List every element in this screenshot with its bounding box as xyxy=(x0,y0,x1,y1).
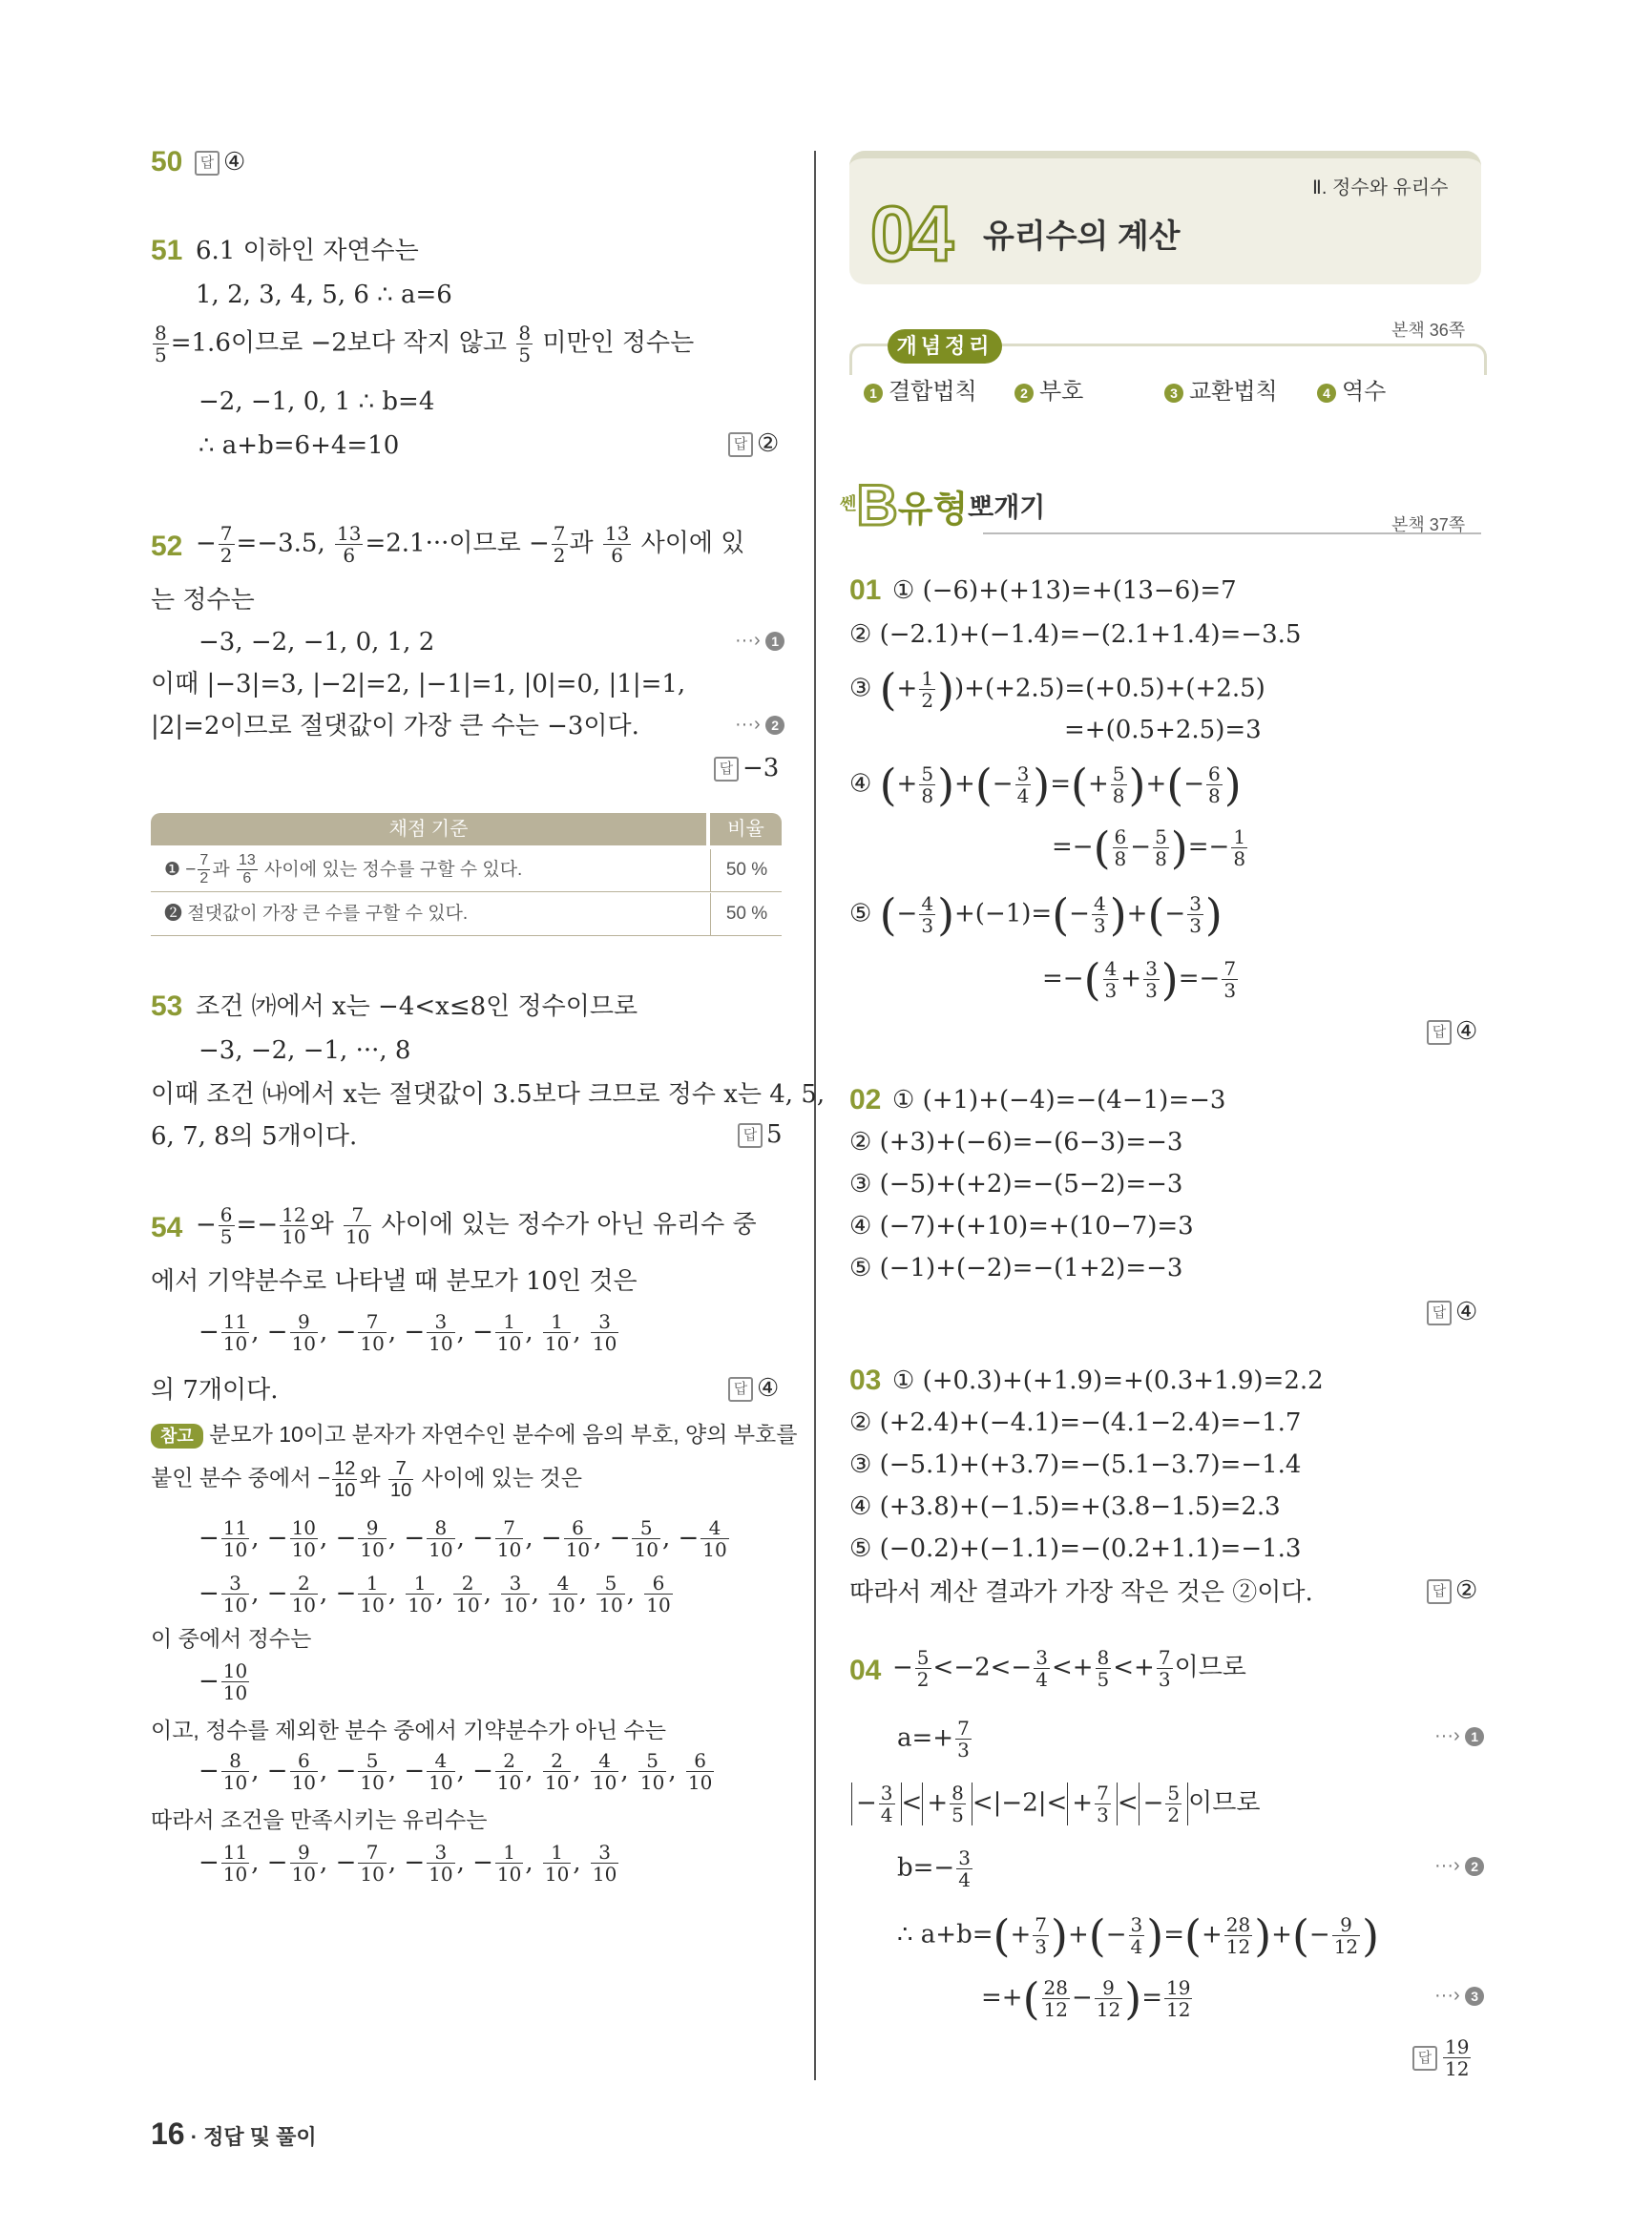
fraction: $\frac{7}{2}$ xyxy=(199,852,209,887)
answer-mark: 답 $\frac{19}{12}$ xyxy=(1412,2036,1473,2079)
fraction: $\frac{5}{2}$ xyxy=(916,1646,930,1691)
concept-item: 4 역수 xyxy=(1317,372,1386,406)
answer-value: ④ xyxy=(1455,1298,1478,1326)
text: 와 xyxy=(359,1465,381,1491)
fraction-item: $\frac{1}{10}$ , xyxy=(544,1841,589,1886)
question-number: 04 xyxy=(849,1655,882,1686)
step-marker: ···› 1 xyxy=(735,630,784,652)
fraction-item: $\frac{6}{10}$ xyxy=(646,1572,671,1616)
text-line: ④ (+3.8)+(−1.5)=+(3.8−1.5)=2.3 xyxy=(849,1492,1281,1521)
concept-badge: 개념정리 xyxy=(888,329,1002,364)
step-marker: ···› 2 xyxy=(735,714,784,736)
fraction: $\frac{28}{12}$ xyxy=(1225,1913,1251,1958)
text-line: =−( $\frac{4}{3}$ + $\frac{3}{3}$ )=− $\frac{7}{3}$ xyxy=(1042,953,1237,1006)
step-number: 1 xyxy=(765,632,784,651)
logo-letter: B xyxy=(856,473,898,537)
logo-text: 쎈 xyxy=(840,494,857,514)
fraction: $\frac{5}{8}$ xyxy=(1155,825,1167,870)
denominator: 12 xyxy=(1445,2057,1470,2080)
table-cell: 50 % xyxy=(710,849,783,891)
fraction-list xyxy=(199,1517,731,1560)
answer-fraction xyxy=(1443,2036,1471,2079)
fraction: $\frac{7}{10}$ xyxy=(345,1203,370,1248)
fraction-item: − $\frac{5}{10}$ , xyxy=(609,1516,679,1561)
fraction-item: − $\frac{10}{10}$ xyxy=(199,1659,248,1704)
fraction: $\frac{6}{8}$ xyxy=(1114,825,1127,870)
fraction-item: $\frac{5}{10}$ , xyxy=(639,1749,684,1794)
table-header-criteria: 채점 기준 xyxy=(151,813,706,845)
fraction: $\frac{3}{4}$ xyxy=(958,1846,971,1891)
section-banner xyxy=(840,473,1046,537)
text: 결합법칙 xyxy=(889,379,977,405)
fraction-item: $\frac{2}{10}$ , xyxy=(544,1749,589,1794)
fraction-item: $\frac{3}{10}$ , xyxy=(503,1572,548,1616)
question-number: 52 xyxy=(151,531,183,562)
fraction-item: − $\frac{6}{10}$ , xyxy=(266,1749,336,1794)
fraction: $\frac{7}{3}$ xyxy=(1223,957,1237,1002)
fraction-item: − $\frac{11}{10}$ , xyxy=(199,1516,267,1561)
fraction-list xyxy=(199,1573,675,1616)
fraction: $\frac{5}{8}$ xyxy=(1112,762,1125,807)
text-line: 이 중에서 정수는 xyxy=(151,1626,312,1651)
question-number: 02 xyxy=(849,1084,882,1116)
text-line: 는 정수는 xyxy=(151,586,255,615)
text-line: ④ (−7)+(+10)=+(10−7)=3 xyxy=(849,1212,1194,1241)
text: ❶ − xyxy=(164,860,197,880)
text-line: 1, 2, 3, 4, 5, 6 ∴ a=6 xyxy=(196,281,452,309)
text: =−3.5, xyxy=(236,529,325,558)
text-line: 이때 조건 ㈏에서 x는 절댓값이 3.5보다 크므로 정수 x는 4, 5, xyxy=(151,1080,826,1109)
answer-value: ④ xyxy=(1455,1017,1478,1046)
text-line: =+(0.5+2.5)=3 xyxy=(1064,716,1262,744)
text-line: −3, −2, −1, ···, 8 xyxy=(199,1036,411,1065)
text: 역수 xyxy=(1342,379,1387,405)
fraction: $\frac{6}{8}$ xyxy=(1208,762,1221,807)
text-line: =−( $\frac{6}{8}$ − $\frac{5}{8}$ )=− $\frac{1}{8}$ xyxy=(1052,822,1246,874)
fraction-item: − $\frac{4}{10}$ xyxy=(678,1516,727,1561)
text-line: −3, −2, −1, 0, 1, 2 xyxy=(199,628,435,657)
fraction: $\frac{8}{5}$ xyxy=(518,322,532,366)
question-number: 53 xyxy=(151,990,183,1022)
text: =− xyxy=(236,1210,279,1240)
text-line: ④ (+ $\frac{5}{8}$ )+(− $\frac{3}{4}$ )=(+ $\frac{5}{8}$ )+(− $\frac{6}{8}$ ) xyxy=(849,759,1242,811)
text: 사이에 있는 정수가 아닌 유리수 중 xyxy=(381,1210,757,1240)
concept-item: 1 결합법칙 xyxy=(864,372,977,406)
fraction-item: $\frac{5}{10}$ , xyxy=(598,1572,643,1616)
text-line: ∴ a+b=(+ $\frac{7}{3}$ )+(− $\frac{3}{4}$ )=(+ $\frac{28}{12}$ )+(− $\frac{9}{12}$ ) xyxy=(897,1909,1380,1962)
section-number: 04 xyxy=(870,191,951,278)
text: 이므로 xyxy=(1174,1652,1246,1681)
fraction-item: $\frac{4}{10}$ , xyxy=(592,1749,637,1794)
text-line: ② (+2.4)+(−4.1)=−(4.1−2.4)=−1.7 xyxy=(849,1408,1302,1437)
answer-mark: 답 ② xyxy=(728,429,779,458)
step-marker: ···› 1 xyxy=(1434,1725,1484,1747)
text: =2.1···이므로 − xyxy=(365,529,550,558)
fraction-item: − $\frac{3}{10}$ , xyxy=(404,1841,473,1886)
text-line: 6, 7, 8의 5개이다. xyxy=(151,1122,358,1151)
fraction-item: $\frac{1}{10}$ , xyxy=(544,1310,589,1355)
fraction-item: − $\frac{6}{10}$ , xyxy=(540,1516,610,1561)
answer-value: 5 xyxy=(766,1120,783,1149)
text-line xyxy=(897,1718,973,1761)
text-line: 따라서 조건을 만족시키는 유리수는 xyxy=(151,1807,488,1832)
concept-item: 3 교환법칙 xyxy=(1164,372,1278,406)
text: 사이에 있는 것은 xyxy=(421,1465,582,1491)
footer-title: 정답 및 풀이 xyxy=(203,2125,317,2149)
answer-value: −3 xyxy=(742,754,780,782)
book-reference: 본책 37쪽 xyxy=(1391,515,1466,534)
fraction: $\frac{13}{6}$ xyxy=(604,522,630,567)
text-line: ③ (+ $\frac{1}{2}$ ))+(+2.5)=(+0.5)+(+2.5) xyxy=(849,663,1265,716)
text: =1.6이므로 −2보다 작지 않고 xyxy=(170,328,508,358)
chapter-label: Ⅱ. 정수와 유리수 xyxy=(1312,177,1449,198)
fraction-item: $\frac{3}{10}$ xyxy=(592,1841,617,1886)
text-line: 조건 ㈎에서 x는 −4<x≤8인 정수이므로 xyxy=(196,992,638,1021)
text: )+(+2.5)=(+0.5)+(+2.5) xyxy=(954,674,1265,703)
fraction-item: − $\frac{2}{10}$ , xyxy=(472,1749,541,1794)
fraction-list xyxy=(199,1750,716,1793)
concept-item: 2 부호 xyxy=(1014,372,1083,406)
text: 와 xyxy=(309,1210,334,1240)
answer-mark: 답 ④ xyxy=(195,148,245,177)
text-line: 의 7개이다. xyxy=(151,1376,279,1405)
text: ∴ a+b= xyxy=(897,1920,993,1950)
step-number: 3 xyxy=(1465,1987,1484,2006)
banner-title: 유형 xyxy=(897,490,969,531)
step-number: 2 xyxy=(765,716,784,735)
fraction-item: $\frac{3}{10}$ xyxy=(592,1310,617,1355)
table-header-ratio: 비율 xyxy=(710,813,782,845)
fraction: $\frac{7}{10}$ xyxy=(390,1458,412,1501)
question-number: 01 xyxy=(849,574,882,606)
fraction: $\frac{3}{4}$ xyxy=(1016,762,1030,807)
fraction: $\frac{3}{4}$ xyxy=(1035,1646,1048,1691)
fraction-item: − $\frac{9}{10}$ , xyxy=(266,1310,336,1355)
fraction: $\frac{7}{3}$ xyxy=(1158,1646,1171,1691)
answer-mark: 답 ② xyxy=(1427,1576,1477,1605)
question-number: 51 xyxy=(151,235,183,266)
table-cell: 50 % xyxy=(710,893,783,935)
answer-mark: 답 −3 xyxy=(714,754,779,782)
text: 과 xyxy=(569,529,594,558)
text-line: ② (−2.1)+(−1.4)=−(2.1+1.4)=−3.5 xyxy=(849,620,1302,649)
fraction-item: − $\frac{9}{10}$ , xyxy=(266,1841,336,1886)
text-line xyxy=(151,1458,582,1501)
question-number: 03 xyxy=(849,1365,882,1396)
fraction-item: − $\frac{9}{10}$ , xyxy=(335,1516,405,1561)
fraction-list xyxy=(199,1842,620,1885)
text-line: ⑤ (− $\frac{4}{3}$ )+(−1)=(− $\frac{4}{3}$ )+(− $\frac{3}{3}$ ) xyxy=(849,888,1223,941)
answer-value: ④ xyxy=(757,1374,780,1403)
book-reference: 본책 36쪽 xyxy=(1391,321,1466,340)
fraction-item: − $\frac{4}{10}$ , xyxy=(404,1749,473,1794)
fraction: $\frac{9}{12}$ xyxy=(1333,1913,1359,1958)
answer-value: ② xyxy=(1455,1576,1478,1605)
text-line: −2, −1, 0, 1 ∴ b=4 xyxy=(199,387,435,416)
fraction-item: − $\frac{7}{10}$ , xyxy=(472,1516,541,1561)
fraction-item: − $\frac{5}{10}$ , xyxy=(335,1749,405,1794)
fraction-item: − $\frac{1}{10}$ , xyxy=(472,1841,541,1886)
fraction: $\frac{19}{12}$ xyxy=(1165,1976,1191,2021)
note-badge: 참고 xyxy=(151,1424,203,1449)
fraction: $\frac{3}{4}$ xyxy=(880,1782,893,1826)
text: b=− xyxy=(897,1853,955,1883)
fraction: $\frac{7}{2}$ xyxy=(220,522,233,567)
text-line: ① (+0.3)+(+1.9)=+(0.3+1.9)=2.2 xyxy=(892,1366,1324,1395)
answer-mark: 답 ④ xyxy=(728,1374,779,1403)
text-line: − $\frac{6}{5}$ =− $\frac{12}{10}$ 와 $\frac{7}{10}$ 사이에 있는 정수가 아닌 유리수 중 xyxy=(196,1203,757,1248)
fraction-item: $\frac{6}{10}$ xyxy=(687,1749,713,1794)
text-line: 이고, 정수를 제외한 분수 중에서 기약분수가 아닌 수는 xyxy=(151,1718,666,1742)
answer-mark: 답 5 xyxy=(738,1120,783,1149)
question-number: 50 xyxy=(151,146,183,177)
answer-mark: 답 ④ xyxy=(1427,1017,1477,1046)
fraction-item: − $\frac{7}{10}$ , xyxy=(335,1310,405,1355)
fraction-item: − $\frac{10}{10}$ , xyxy=(266,1516,336,1561)
fraction: $\frac{8}{5}$ xyxy=(155,322,167,366)
fraction-item: − $\frac{1}{10}$ , xyxy=(335,1572,405,1616)
text: 교환법칙 xyxy=(1189,379,1278,405)
numerator: 19 xyxy=(1445,2035,1470,2058)
text: 사이에 있 xyxy=(640,529,745,558)
text: 부호 xyxy=(1039,379,1084,405)
text-line xyxy=(897,1847,974,1890)
answer-value: ④ xyxy=(223,148,246,177)
step-number: 2 xyxy=(1465,1857,1484,1876)
page-footer: 16 · 정답 및 풀이 xyxy=(151,2116,317,2151)
fraction: $\frac{3}{3}$ xyxy=(1145,957,1158,1002)
text: 사이에 있는 정수를 구할 수 있다. xyxy=(264,860,523,880)
fraction-item: − $\frac{11}{10}$ , xyxy=(199,1310,267,1355)
fraction-item: − $\frac{3}{10}$ , xyxy=(404,1310,473,1355)
fraction: $\frac{12}{10}$ xyxy=(334,1458,356,1501)
answer-mark: 답 ④ xyxy=(1427,1298,1477,1326)
text-line: 에서 기약분수로 나타낼 때 분모가 10인 것은 xyxy=(151,1267,638,1296)
fraction-list xyxy=(199,1311,620,1354)
answer-value: ② xyxy=(757,429,780,458)
section-title: 유리수의 계산 xyxy=(983,219,1181,255)
fraction-item: $\frac{1}{10}$ , xyxy=(408,1572,452,1616)
fraction: $\frac{8}{5}$ xyxy=(1097,1646,1110,1691)
fraction: $\frac{12}{10}$ xyxy=(282,1203,306,1248)
text-line: 따라서 계산 결과가 가장 작은 것은 ②이다. xyxy=(849,1578,1313,1607)
step-number: 1 xyxy=(1465,1727,1484,1746)
text-line: − $\frac{3}{4}$ < + $\frac{8}{5}$ <|−2|< + $\frac{7}{3}$ < − $\frac{5}{2}$ 이므로 xyxy=(851,1783,1261,1825)
table-row xyxy=(151,849,782,892)
text: 이므로 xyxy=(1188,1787,1261,1817)
table-row xyxy=(151,893,782,936)
fraction: $\frac{28}{12}$ xyxy=(1043,1976,1068,2021)
text-line: − $\frac{5}{2}$ <−2<− $\frac{3}{4}$ <+ $\frac{8}{5}$ <+ $\frac{7}{3}$ 이므로 xyxy=(892,1646,1246,1691)
text-line: |2|=2이므로 절댓값이 가장 큰 수는 −3이다. xyxy=(151,712,639,740)
fraction-item: − $\frac{8}{10}$ , xyxy=(404,1516,473,1561)
fraction: $\frac{3}{4}$ xyxy=(1130,1913,1143,1958)
text-line: =+( $\frac{28}{12}$ − $\frac{9}{12}$ )= $\frac{19}{12}$ xyxy=(981,1972,1191,2025)
question-number: 54 xyxy=(151,1212,183,1243)
fraction: $\frac{5}{2}$ xyxy=(1167,1782,1181,1826)
text-line: ③ (−5.1)+(+3.7)=−(5.1−3.7)=−1.4 xyxy=(849,1450,1302,1479)
text-line: ① (−6)+(+13)=+(13−6)=7 xyxy=(892,576,1237,605)
fraction: $\frac{7}{2}$ xyxy=(553,522,566,567)
fraction-item: − $\frac{8}{10}$ , xyxy=(199,1749,267,1794)
fraction: $\frac{7}{3}$ xyxy=(957,1717,970,1762)
text-line: ① (+1)+(−4)=−(4−1)=−3 xyxy=(892,1086,1226,1115)
table-cell: ❷ 절댓값이 가장 큰 수를 구할 수 있다. xyxy=(164,904,469,924)
text: a=+ xyxy=(897,1723,954,1753)
fraction: $\frac{3}{3}$ xyxy=(1189,892,1202,937)
step-marker: ···› 2 xyxy=(1434,1855,1484,1877)
text-line: 6.1 이하인 자연수는 xyxy=(196,237,419,265)
text: 미만인 정수는 xyxy=(542,328,695,358)
page-number: 16 xyxy=(151,2116,185,2151)
fraction: $\frac{1}{8}$ xyxy=(1233,825,1246,870)
fraction: $\frac{13}{6}$ xyxy=(336,522,362,567)
fraction: $\frac{6}{5}$ xyxy=(220,1203,233,1248)
fraction: $\frac{1}{2}$ xyxy=(921,667,934,712)
text: 분모가 10이고 분자가 자연수인 분수에 음의 부호, 양의 부호를 xyxy=(209,1422,798,1447)
fraction: $\frac{7}{3}$ xyxy=(1097,1782,1109,1826)
text-line: ③ (−5)+(+2)=−(5−2)=−3 xyxy=(849,1170,1183,1199)
fraction-item: − $\frac{3}{10}$ , xyxy=(199,1572,267,1616)
text-line: ② (+3)+(−6)=−(6−3)=−3 xyxy=(849,1128,1183,1157)
fraction-item: $\frac{2}{10}$ , xyxy=(455,1572,500,1616)
fraction: $\frac{4}{3}$ xyxy=(921,892,934,937)
fraction: $\frac{7}{3}$ xyxy=(1035,1913,1048,1958)
text: 붙인 분수 중에서 − xyxy=(151,1465,331,1491)
fraction: $\frac{9}{12}$ xyxy=(1096,1976,1121,2021)
fraction-item: − $\frac{1}{10}$ , xyxy=(472,1310,541,1355)
step-marker: ···› 3 xyxy=(1434,1985,1484,2007)
table-cell xyxy=(164,849,522,891)
fraction: $\frac{5}{8}$ xyxy=(921,762,934,807)
fraction: $\frac{13}{6}$ xyxy=(238,852,256,887)
fraction: $\frac{8}{5}$ xyxy=(951,1782,964,1826)
text-line: ⑤ (−0.2)+(−1.1)=−(0.2+1.1)=−1.3 xyxy=(849,1534,1302,1563)
fraction-item: − $\frac{2}{10}$ , xyxy=(266,1572,336,1616)
text-line xyxy=(151,323,694,365)
banner-subtitle: 뽀개기 xyxy=(968,492,1046,522)
text-line xyxy=(151,1418,798,1450)
text-line: ∴ a+b=6+4=10 xyxy=(199,431,400,460)
fraction: $\frac{4}{3}$ xyxy=(1104,957,1118,1002)
fraction-item: − $\frac{11}{10}$ , xyxy=(199,1841,267,1886)
text: 과 xyxy=(212,860,230,880)
fraction-item: − $\frac{7}{10}$ , xyxy=(335,1841,405,1886)
column-divider xyxy=(814,151,816,2080)
fraction-list xyxy=(199,1660,251,1703)
fraction-item: $\frac{4}{10}$ , xyxy=(551,1572,596,1616)
text-line: ⑤ (−1)+(−2)=−(1+2)=−3 xyxy=(849,1254,1183,1282)
text-line: − $\frac{7}{2}$ =−3.5, $\frac{13}{6}$ =2.1···이므로 − $\frac{7}{2}$ 과 $\frac{13}{6}$ 사이에 있 xyxy=(196,522,745,567)
fraction: $\frac{4}{3}$ xyxy=(1093,892,1106,937)
text-line: 이때 |−3|=3, |−2|=2, |−1|=1, |0|=0, |1|=1, xyxy=(151,670,686,698)
